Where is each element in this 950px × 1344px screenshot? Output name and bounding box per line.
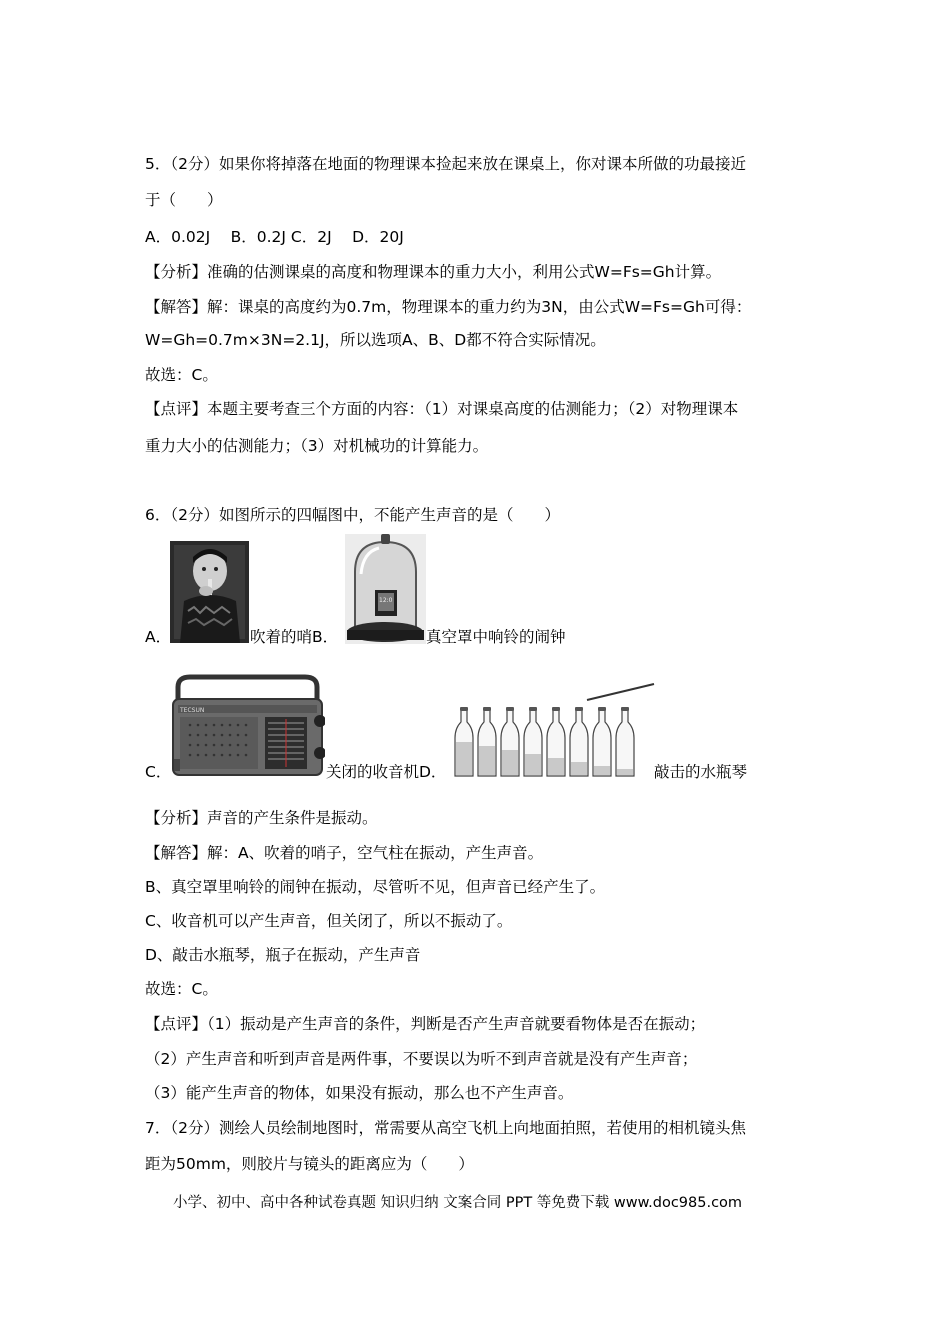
q6-comment-line1: 【点评】（1）振动是产生声音的条件，判断是否产生声音就要看物体是否在振动； bbox=[145, 1015, 706, 1033]
q6-comment-line2: （2）产生声音和听到声音是两件事，不要误以为听不到声音就是没有产生声音； bbox=[145, 1050, 698, 1068]
q6-option-c-letter: C． bbox=[145, 763, 172, 781]
bell-jar-clock-image bbox=[345, 534, 426, 644]
water-bottles-image bbox=[453, 680, 655, 780]
q6-option-c-caption: 关闭的收音机D． bbox=[326, 763, 447, 781]
q5-analysis: 【分析】准确的估测课桌的高度和物理课本的重力大小，利用公式W=Fs=Gh计算。 bbox=[145, 263, 722, 281]
boy-whistle-image bbox=[170, 541, 249, 643]
q6-option-a-caption: 吹着的哨B． bbox=[250, 628, 339, 646]
q5-stem-line2: 于（ ） bbox=[145, 191, 223, 209]
footer-download-link[interactable]: 小学、初中、高中各种试卷真题 知识归纳 文案合同 PPT 等免费下载 www.doc985.com bbox=[173, 1195, 743, 1211]
q5-comment-line1: 【点评】本题主要考查三个方面的内容：（1）对课桌高度的估测能力；（2）对物理课本 bbox=[145, 400, 739, 418]
q6-answer-line4: D、敲击水瓶琴，瓶子在振动，产生声音 bbox=[145, 946, 421, 964]
q6-choice: 故选：C。 bbox=[145, 980, 218, 998]
q6-option-a-letter: A． bbox=[145, 628, 172, 646]
q6-answer-line3: C、收音机可以产生声音，但关闭了，所以不振动了。 bbox=[145, 912, 513, 930]
radio-image bbox=[170, 673, 325, 778]
q5-answer-line2: W=Gh=0.7m×3N=2.1J，所以选项A、B、D都不符合实际情况。 bbox=[145, 331, 606, 349]
radio-brand-label: TECSUN bbox=[180, 707, 205, 714]
q6-analysis: 【分析】声音的产生条件是振动。 bbox=[145, 809, 378, 827]
q6-stem: 6．（2分）如图所示的四幅图中，不能产生声音的是（ ） bbox=[145, 506, 560, 524]
q6-comment-line3: （3）能产生声音的物体，如果没有振动，那么也不产生声音。 bbox=[145, 1084, 574, 1102]
q5-choice: 故选：C。 bbox=[145, 366, 218, 384]
q6-option-b-caption: 真空罩中响铃的闹钟 bbox=[426, 628, 566, 646]
q5-answer-line1: 【解答】解：课桌的高度约为0.7m，物理课本的重力约为3N，由公式W=Fs=Gh可得： bbox=[145, 298, 752, 316]
q6-option-d-caption: 敲击的水瓶琴 bbox=[654, 763, 748, 781]
q7-stem-line1: 7．（2分）测绘人员绘制地图时，常需要从高空飞机上向地面拍照，若使用的相机镜头焦 bbox=[145, 1119, 746, 1137]
q5-options: A．0.02J B．0.2J C．2J D．20J bbox=[145, 228, 404, 246]
svg-text:12:0: 12:0 bbox=[379, 597, 393, 604]
q7-stem-line2: 距为50mm，则胶片与镜头的距离应为（ ） bbox=[145, 1155, 474, 1173]
q6-answer-line2: B、真空罩里响铃的闹钟在振动，尽管听不见，但声音已经产生了。 bbox=[145, 878, 606, 896]
q6-answer-line1: 【解答】解：A、吹着的哨子，空气柱在振动，产生声音。 bbox=[145, 844, 544, 862]
q5-stem-line1: 5．（2分）如果你将掉落在地面的物理课本捡起来放在课桌上，你对课本所做的功最接近 bbox=[145, 155, 746, 173]
q5-comment-line2: 重力大小的估测能力；（3）对机械功的计算能力。 bbox=[145, 437, 489, 455]
